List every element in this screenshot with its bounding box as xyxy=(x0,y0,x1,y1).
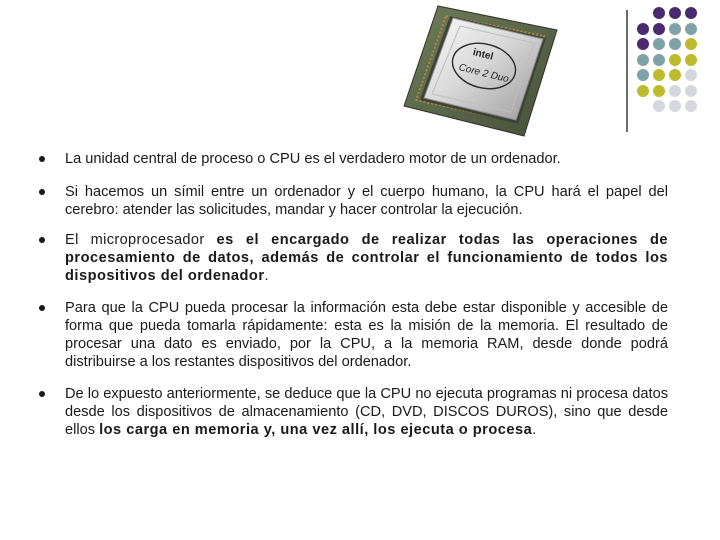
decorative-dot xyxy=(685,54,697,66)
bullet-text-end: . xyxy=(264,268,269,284)
decorative-dot xyxy=(669,54,681,66)
bullet-text-regular: De lo expuesto anteriormente, se deduce que la CPU no ejecuta programas ni procesa datos desde los dispositivos de almacenamiento (CD, DVD, DISCOS DUROS), sino que desde ellos xyxy=(65,386,668,438)
decorative-dot xyxy=(669,38,681,50)
decorative-dot xyxy=(685,38,697,50)
decorative-dot xyxy=(669,85,681,97)
decorative-dot xyxy=(653,85,665,97)
model-logo-text: Core 2 Duo xyxy=(457,62,510,86)
decorative-dot xyxy=(637,23,649,35)
decorative-dot xyxy=(685,100,697,112)
brand-logo-text: intel xyxy=(471,47,495,63)
divider-line xyxy=(626,10,628,132)
bullet-text-regular: El microprocesador xyxy=(65,232,217,248)
decorative-dot-grid xyxy=(637,7,715,117)
decorative-dot xyxy=(637,54,649,66)
decorative-dot xyxy=(653,100,665,112)
decorative-dot xyxy=(685,85,697,97)
decorative-dot xyxy=(637,38,649,50)
bullet-text: La unidad central de proceso o CPU es el verdadero motor de un ordenador. xyxy=(65,151,561,167)
bullet-item xyxy=(38,385,668,439)
bullet-text: Para que la CPU pueda procesar la información esta debe estar disponible y accesible de forma que pueda tomarla rápidamente: esta es la misión de la memoria. El resultado de procesar una dato es enviado, por la CPU, a la memoria RAM, desde donde podrá distribuirse a los restantes dispositivos del ordenador. xyxy=(65,300,668,370)
decorative-dot xyxy=(653,7,665,19)
decorative-dot xyxy=(685,69,697,81)
cpu-chip-image xyxy=(398,4,558,138)
decorative-dot xyxy=(653,54,665,66)
bullet-item xyxy=(38,183,668,219)
decorative-dot xyxy=(653,38,665,50)
decorative-dot xyxy=(669,23,681,35)
decorative-dot xyxy=(685,23,697,35)
decorative-dot xyxy=(637,85,649,97)
bullet-text: Si hacemos un símil entre un ordenador y el cuerpo humano, la CPU hará el papel del cerebro: atender las solicitudes, mandar y hacer controlar la ejecución. xyxy=(65,184,668,218)
decorative-dot xyxy=(669,100,681,112)
bullet-item xyxy=(38,299,668,371)
decorative-dot xyxy=(653,69,665,81)
decorative-dot xyxy=(669,7,681,19)
decorative-dot xyxy=(637,69,649,81)
bullet-text-end: . xyxy=(532,422,537,438)
bullet-text-emphasis: es el encargado de realizar todas las operaciones de procesamiento de datos, además de controlar el funcionamiento de todos los dispositivos del ordenador xyxy=(65,232,668,284)
bullet-item xyxy=(38,231,668,285)
bullet-item xyxy=(38,150,668,168)
decorative-dot xyxy=(685,7,697,19)
bullet-list xyxy=(38,150,668,439)
bullet-text-emphasis: los carga en memoria y, una vez allí, los ejecuta o procesa xyxy=(99,422,533,438)
decorative-dot xyxy=(669,69,681,81)
decorative-dot xyxy=(653,23,665,35)
